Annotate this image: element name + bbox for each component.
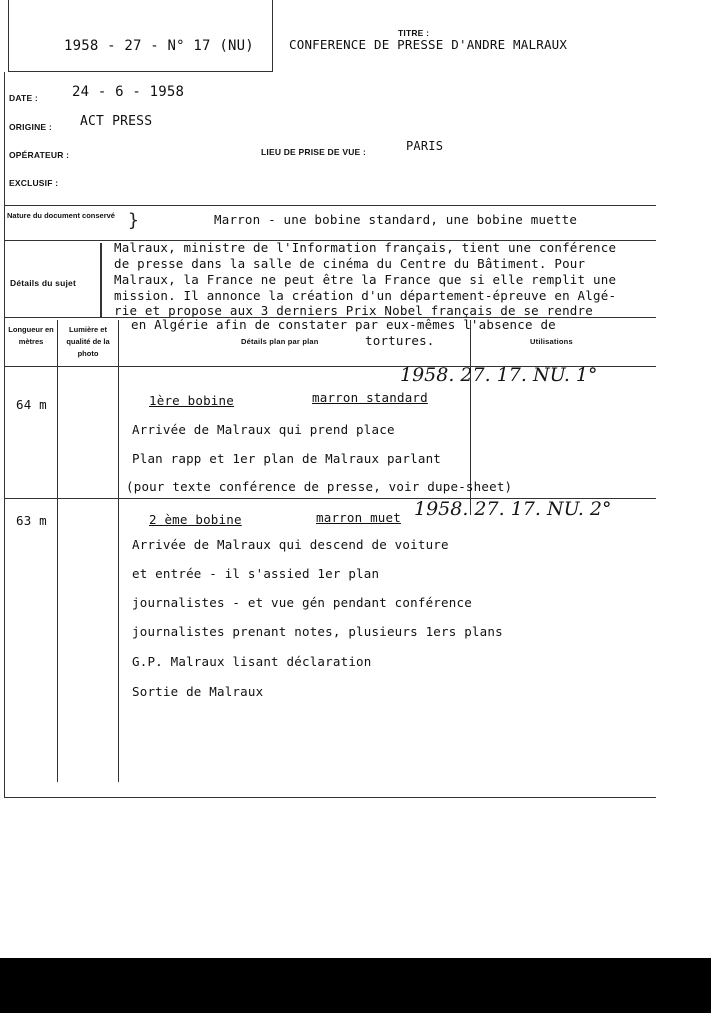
header-box-left-border (8, 0, 9, 72)
date-label: DATE : (9, 93, 38, 103)
column-rule-1 (57, 320, 58, 782)
column-rule-2 (118, 320, 119, 782)
details-line-7: tortures. (365, 333, 435, 348)
titre-label: TITRE : (398, 28, 430, 38)
details-bottom-rule (4, 317, 656, 318)
card-bottom-rule (4, 797, 656, 798)
header-box-bottom-border (8, 71, 273, 72)
reel-2-shot-4: journalistes prenant notes, plusieurs 1ers plans (132, 624, 503, 639)
nature-top-rule (4, 205, 656, 206)
date-value: 24 - 6 - 1958 (72, 84, 185, 100)
reel-2-shot-3: journalistes - et vue gén pendant conférence (132, 595, 472, 610)
origine-value: ACT PRESS (80, 114, 153, 129)
document-title: CONFERENCE DE PRESSE D'ANDRE MALRAUX (289, 37, 568, 52)
exclusif-label: EXCLUSIF : (9, 178, 59, 188)
reel-2-name: 2 ème bobine (149, 512, 242, 527)
reel-2-shot-1: Arrivée de Malraux qui descend de voiture (132, 537, 449, 552)
reel-1-stock: marron standard (312, 390, 428, 405)
reel-2-shot-2: et entrée - il s'assied 1er plan (132, 566, 380, 581)
reel-1-name: 1ère bobine (149, 393, 234, 408)
reel-1-length: 64 m (16, 397, 47, 412)
reel-2-code: 1958. 27. 17. NU. 2° (414, 498, 612, 520)
details-line-5: rie et propose aux 3 derniers Prix Nobel français de se rendre (114, 303, 593, 318)
nature-bracket: } (128, 210, 140, 231)
operateur-label: OPÉRATEUR : (9, 150, 70, 160)
details-line-3: Malraux, la France ne peut être la France que si elle remplit une (114, 272, 617, 287)
details-label: Détails du sujet (10, 278, 77, 288)
reel-1-code: 1958. 27. 17. NU. 1° (400, 364, 598, 386)
reel-2-stock: marron muet (316, 510, 401, 525)
column-longueur: Longueur en mètres (8, 325, 54, 346)
scan-bottom-band (0, 958, 711, 1013)
card-left-border (4, 72, 5, 798)
nature-value: Marron - une bobine standard, une bobine muette (214, 212, 578, 227)
column-lumiere: Lumière et qualité de la photo (66, 325, 110, 358)
reference-number: 1958 - 27 - N° 17 (NU) (64, 38, 254, 54)
lieu-value: PARIS (406, 139, 444, 153)
header-box-right-border (272, 0, 273, 72)
reel-1-shot-3: (pour texte conférence de presse, voir dupe-sheet) (126, 479, 513, 494)
details-line-1: Malraux, ministre de l'Information français, tient une conférence (114, 240, 617, 255)
column-utilisations: Utilisations (530, 337, 573, 346)
column-plan: Détails plan par plan (241, 337, 319, 346)
origine-label: ORIGINE : (9, 122, 52, 132)
details-line-6: en Algérie afin de constater par eux-mêmes l'absence de (131, 317, 556, 332)
reel-2-length: 63 m (16, 513, 47, 528)
details-line-2: de presse dans la salle de cinéma du Centre du Bâtiment. Pour (114, 256, 586, 271)
details-bracket (100, 243, 102, 317)
reel-1-shot-2: Plan rapp et 1er plan de Malraux parlant (132, 451, 442, 466)
reel-2-shot-6: Sortie de Malraux (132, 684, 264, 699)
lieu-label: LIEU DE PRISE DE VUE : (261, 147, 367, 157)
details-line-4: mission. Il annonce la création d'un département-épreuve en Algé- (114, 288, 617, 303)
reel-2-shot-5: G.P. Malraux lisant déclaration (132, 654, 372, 669)
reel-1-shot-1: Arrivée de Malraux qui prend place (132, 422, 395, 437)
nature-label: Nature du document conservé (7, 211, 115, 220)
